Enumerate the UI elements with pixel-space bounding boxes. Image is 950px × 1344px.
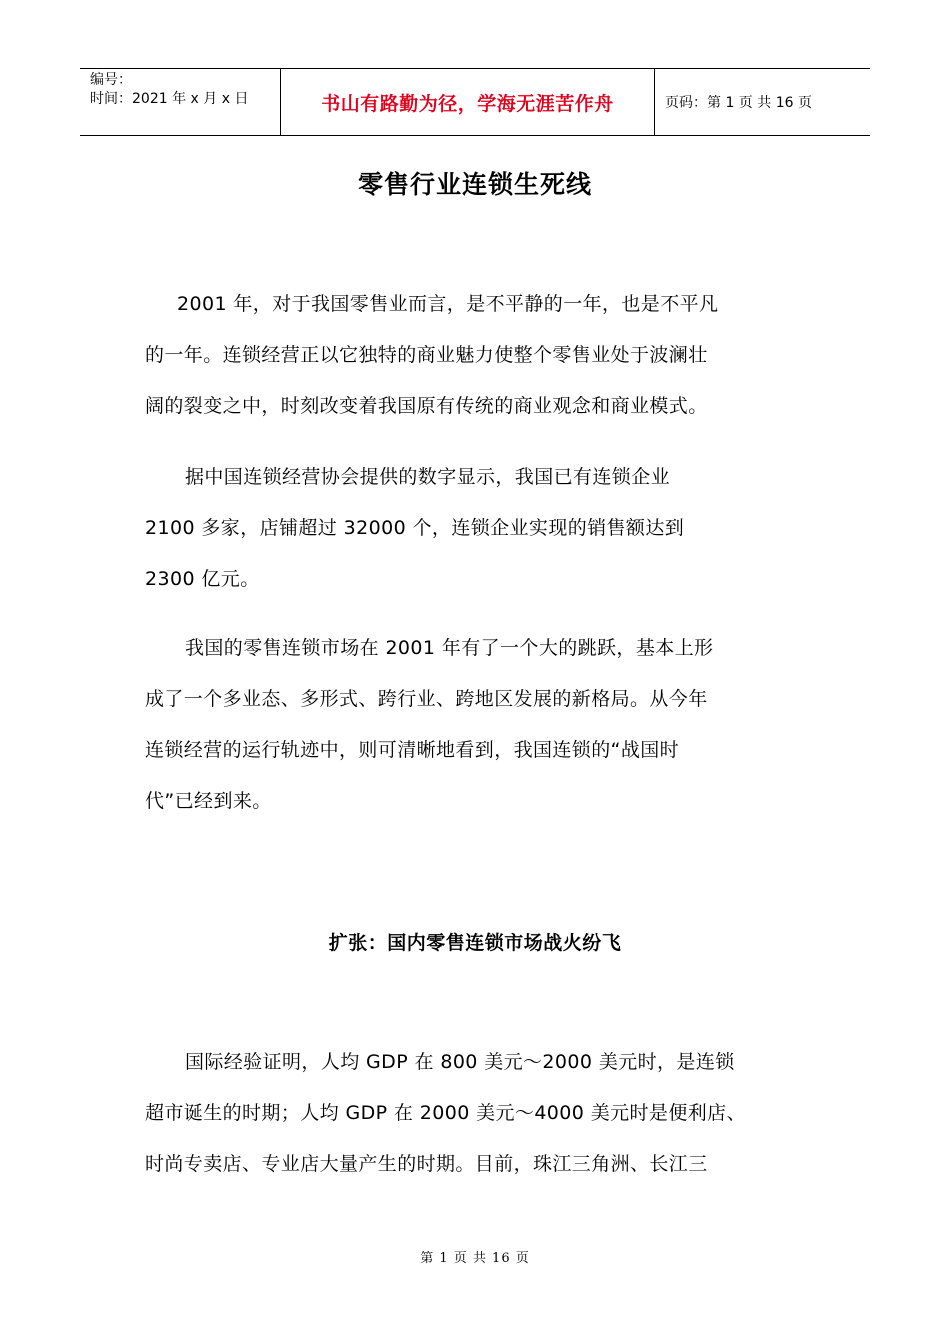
paragraph-line: 据中国连锁经营协会提供的数字显示，我国已有连锁企业 bbox=[185, 466, 671, 488]
paragraph-line: 2100 多家，店铺超过 32000 个，连锁企业实现的销售额达到 bbox=[145, 517, 685, 539]
paragraph-line: 我国的零售连锁市场在 2001 年有了一个大的跳跃，基本上形 bbox=[185, 637, 714, 659]
paragraph-line: 的一年。连锁经营正以它独特的商业魅力使整个零售业处于波澜壮 bbox=[145, 344, 708, 366]
header-motto: 书山有路勤为径，学海无涯苦作舟 bbox=[281, 69, 655, 135]
paragraph-3 bbox=[145, 631, 810, 835]
document-title: 零售行业连锁生死线 bbox=[357, 170, 592, 199]
paragraph-line: 代”已经到来。 bbox=[145, 790, 272, 812]
paragraph-line: 国际经验证明，人均 GDP 在 800 美元～2000 美元时，是连锁 bbox=[185, 1051, 735, 1073]
paragraph-line: 时尚专卖店、专业店大量产生的时期。目前，珠江三角洲、长江三 bbox=[145, 1153, 708, 1175]
paragraph-1 bbox=[145, 287, 810, 440]
paragraph-line: 2300 亿元。 bbox=[145, 568, 260, 590]
header-number-label: 编号： bbox=[90, 72, 132, 88]
header-time-label: 时间：2021 年 x 月 x 日 bbox=[90, 91, 249, 107]
header-meta bbox=[80, 69, 281, 135]
section-heading: 扩张：国内零售连锁市场战火纷飞 bbox=[328, 932, 622, 954]
paragraph-line: 成了一个多业态、多形式、跨行业、跨地区发展的新格局。从今年 bbox=[145, 688, 708, 710]
paragraph-line: 阔的裂变之中，时刻改变着我国原有传统的商业观念和商业模式。 bbox=[145, 395, 708, 417]
page-header bbox=[80, 68, 870, 136]
section-paragraph-1 bbox=[145, 1045, 810, 1198]
page-footer: 第 1 页 共 16 页 bbox=[420, 1251, 530, 1266]
paragraph-line: 连锁经营的运行轨迹中，则可清晰地看到，我国连锁的“战国时 bbox=[145, 739, 680, 761]
paragraph-line: 2001 年，对于我国零售业而言，是不平静的一年，也是不平凡 bbox=[177, 293, 719, 315]
header-page-info: 页码：第 1 页 共 16 页 bbox=[665, 95, 812, 111]
paragraph-2 bbox=[145, 460, 810, 613]
paragraph-line: 超市诞生的时期；人均 GDP 在 2000 美元～4000 美元时是便利店、 bbox=[145, 1102, 746, 1124]
